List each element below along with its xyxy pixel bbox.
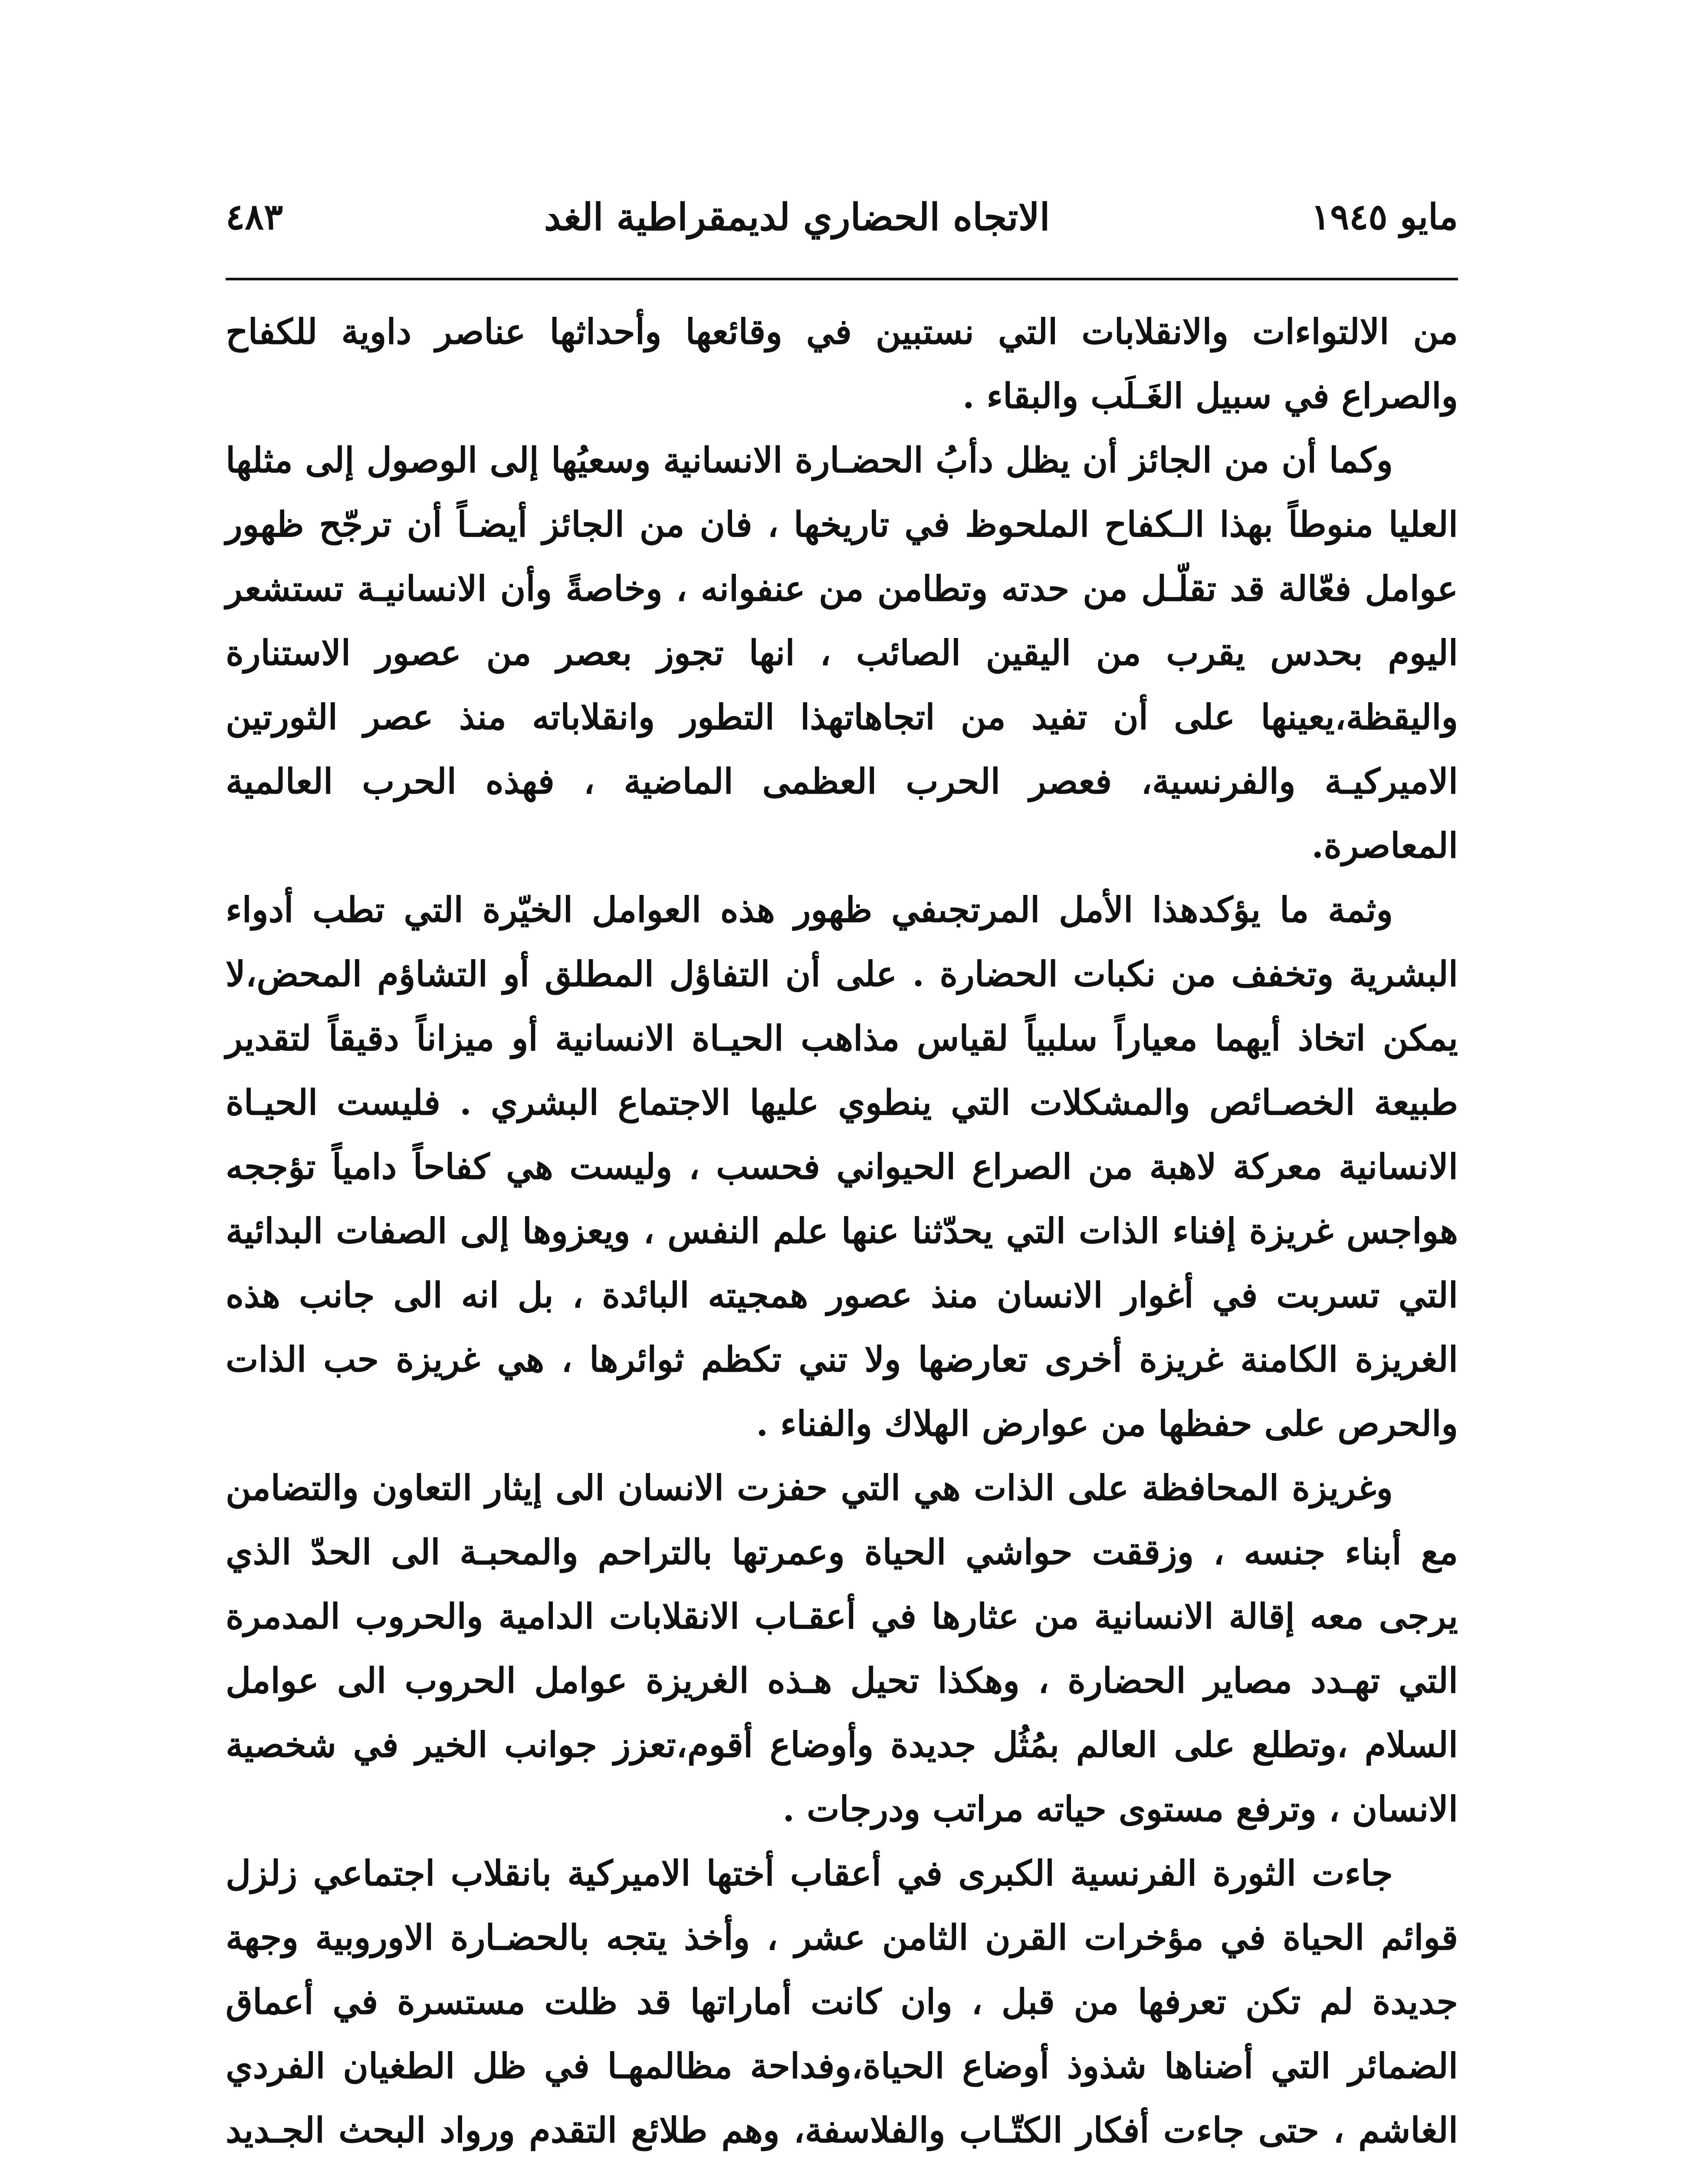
paragraph: وغريزة المحافظة على الذات هي التي حفزت الانسان الى إيثار التعاون والتضامن مع أبناء جنسه ، وزققت حواشي الحياة وعمرتها بالتراحم والمحبـة الى الحدّ الذي يرجى معه إقالة الانسانية من عثارها في أعقـاب الانقلابات الدامية والحروب المدمرة التي تهـدد مصاير الحضارة ، وهكذا تحيل هـذه الغريزة عوامل الحروب الى عوامل السلام ،وتطلع على العالم بمُثُل جديدة وأوضاع أقوم،تعزز جوانب الخير في شخصية الانسان ، وترفع مستوى حياته مراتب ودرجات . — [226, 1467, 1458, 1829]
page-number: ٤٨٣ — [226, 196, 283, 238]
paragraph: وثمة ما يؤكدهذا الأمل المرتجىفي ظهور هذه العوامل الخيّرة التي تطب أدواء البشرية وتخفف من نكبات الحضارة . على أن التفاؤل المطلق أو التشاؤم المحض،لا يمكن اتخاذ أيهما معياراً سلبياً لقياس مذاهب الحيـاة الانسانية أو ميزاناً دقيقاً لتقدير طبيعة الخصـائص والمشكلات التي ينطوي عليها الاجتماع البشري . فليست الحيـاة الانسانية معركة لاهبة من الصراع الحيواني فحسب ، وليست هي كفاحاً دامياً تؤججه هواجس غريزة إفناء الذات التي يحدّثنا عنها علم النفس ، ويعزوها إلى الصفات البدائية التي تسربت في أغوار الانسان منذ عصور همجيته البائدة ، بل انه الى جانب هذه الغريزة الكامنة غريزة أخرى تعارضها ولا تني تكظم ثوائرها ، هي غريزة حب الذات والحرص على حفظها من عوارض الهلاك والفناء . — [226, 889, 1458, 1444]
header-rule — [226, 278, 1458, 280]
page-header — [226, 182, 1458, 252]
running-title: الاتجاه الحضاري لديمقراطية الغد — [544, 195, 1050, 239]
header-date: مايو ١٩٤٥ — [1311, 196, 1458, 238]
paragraph-continuation: من الالتواءات والانقلابات التي نستبين في وقائعها وأحداثها عناصر داوية للكفاح والصراع في سبيل الغَـلَب والبقاء . — [226, 311, 1458, 416]
document-page — [226, 182, 1458, 2170]
paragraph: جاءت الثورة الفرنسية الكبرى في أعقاب أختها الاميركية بانقلاب اجتماعي زلزل قوائم الحياة في مؤخرات القرن الثامن عشر ، وأخذ يتجه بالحضـارة الاوروبية وجهة جديدة لم تكن تعرفها من قبل ، وان كانت أماراتها قد ظلت مستسرة في أعماق الضمائر التي أضناها شذوذ أوضاع الحياة،وفداحة مظالمهـا في ظل الطغيان الفردي الغاشم ، حتى جاءت أفكار الكتّـاب والفلاسفة، وهم طلائع التقدم ورواد البحث الجـديد — [226, 1853, 1458, 2150]
paragraph: وكما أن من الجائز أن يظل دأبُ الحضـارة الانسانية وسعيُها إلى الوصول إلى مثلها العليا منوطاً بهذا الـكفاح الملحوظ في تاريخها ، فان من الجائز أيضـاً أن ترجّح ظهور عوامل فعّالة قد تقلّـل من حدته وتطامن من عنفوانه ، وخاصةً وأن الانسانيـة تستشعر اليوم بحدس يقرب من اليقين الصائب ، انها تجوز بعصر من عصور الاستنارة واليقظة،يعينها على أن تفيد من اتجاهاتهذا التطور وانقلاباته منذ عصر الثورتين الاميركيـة والفرنسية، فعصر الحرب العظمى الماضية ، فهذه الحرب العالمية المعاصرة. — [226, 440, 1458, 866]
article-body — [226, 299, 1458, 2170]
